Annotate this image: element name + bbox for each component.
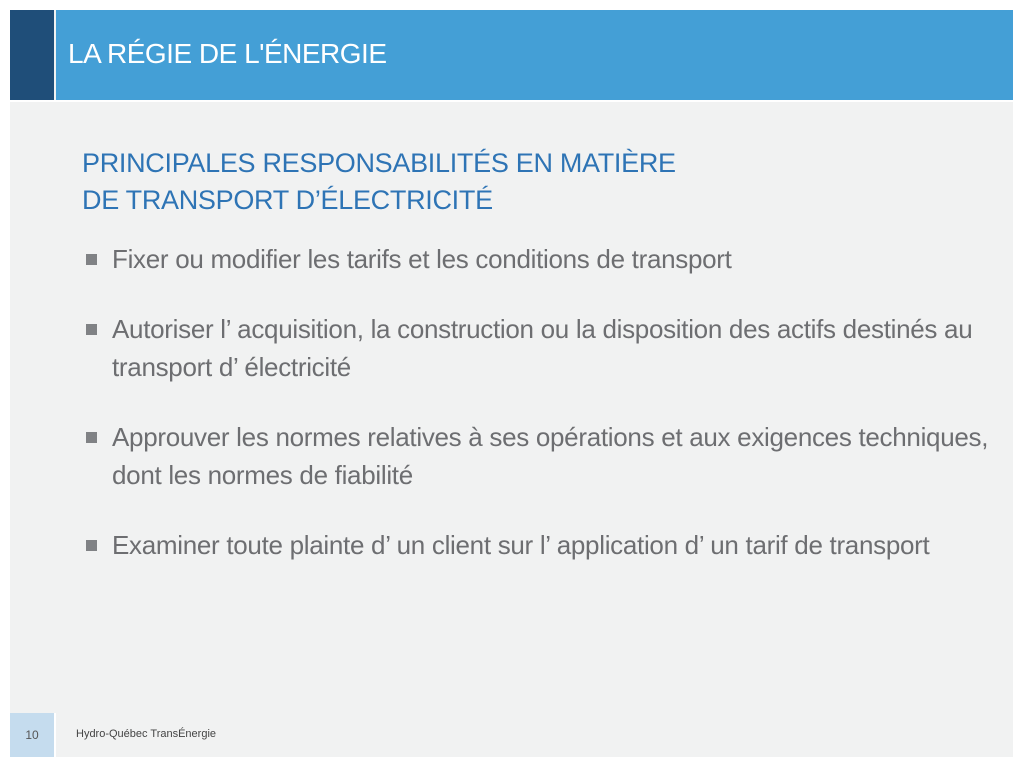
header-accent-block — [10, 10, 54, 100]
bullet-item — [86, 240, 996, 278]
bullet-list — [86, 240, 996, 596]
square-bullet-icon — [86, 324, 97, 335]
page-title: LA RÉGIE DE L'ÉNERGIE — [68, 38, 387, 69]
page-number: 10 — [10, 713, 54, 757]
footer-divider — [54, 713, 56, 757]
square-bullet-icon — [86, 254, 97, 265]
header-divider — [10, 100, 1013, 102]
section-title — [82, 145, 676, 219]
bullet-text: Autoriser l’ acquisition, la construction ou la disposition des actifs destinés au transport d’ électricité — [112, 314, 973, 382]
bullet-text: Fixer ou modifier les tarifs et les conditions de transport — [112, 244, 732, 274]
footer-company-name: Hydro-Québec TransÉnergie — [76, 728, 217, 740]
header-bar — [56, 10, 1013, 100]
section-title-line-2: DE TRANSPORT D’ÉLECTRICITÉ — [82, 185, 493, 215]
square-bullet-icon — [86, 432, 97, 443]
section-title-line-1: PRINCIPALES RESPONSABILITÉS EN MATIÈRE — [82, 148, 676, 178]
bullet-item — [86, 310, 996, 386]
bullet-item — [86, 526, 996, 564]
bullet-item — [86, 418, 996, 494]
square-bullet-icon — [86, 540, 97, 551]
bullet-text: Examiner toute plainte d’ un client sur l’ application d’ un tarif de transport — [112, 530, 930, 560]
slide — [10, 10, 1013, 757]
bullet-text: Approuver les normes relatives à ses opérations et aux exigences techniques, dont les normes de fiabilité — [112, 422, 989, 490]
